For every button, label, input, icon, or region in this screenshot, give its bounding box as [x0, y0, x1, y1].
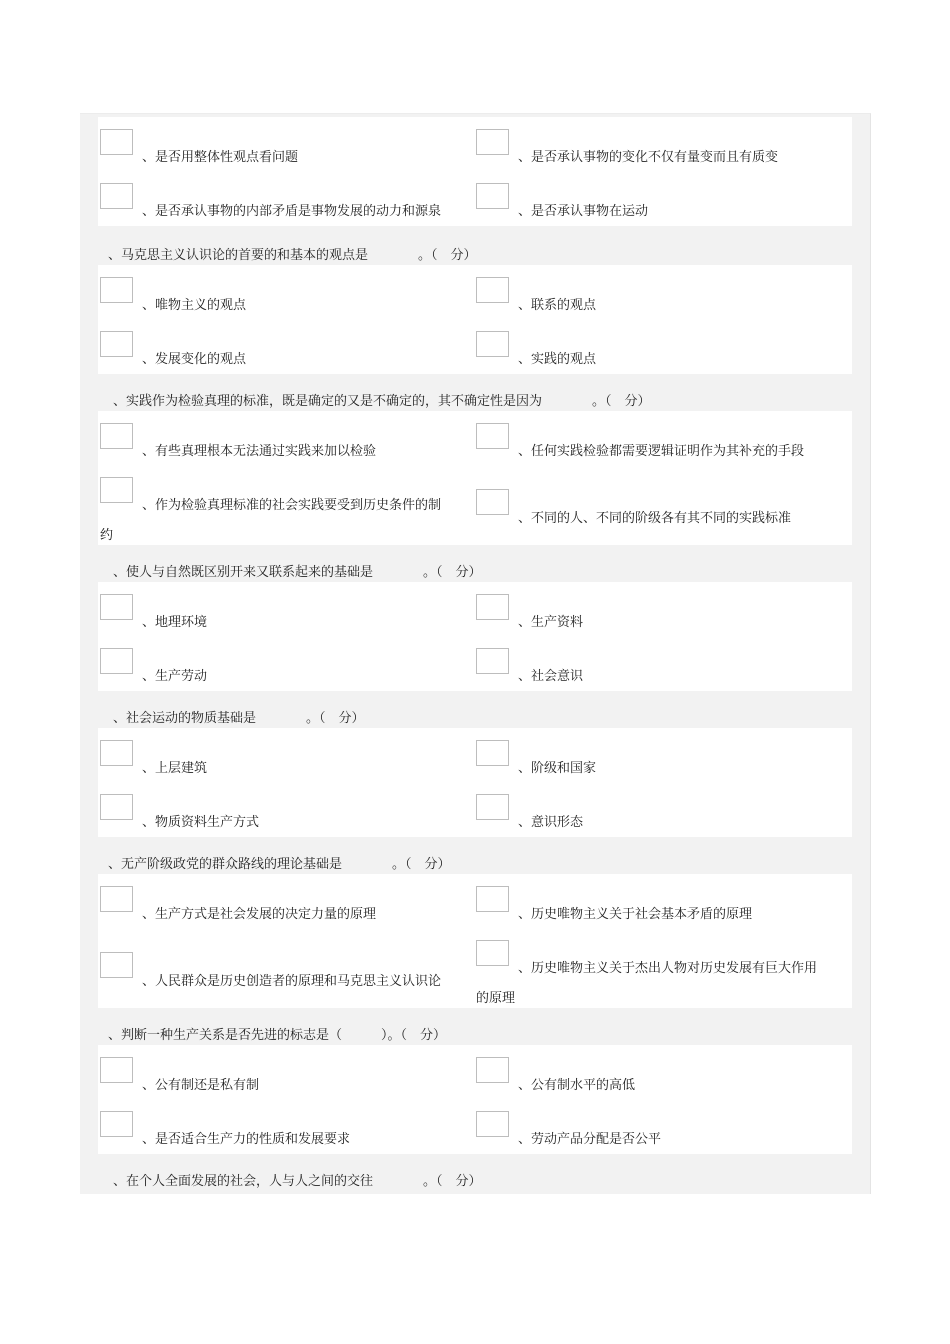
options-panel [98, 411, 852, 545]
option-label: 、地理环境 [142, 615, 208, 630]
option-checkbox[interactable] [100, 423, 133, 449]
question-score: 。（ 分） [418, 248, 477, 263]
option-label: 、人民群众是历史创造者的原理和马克思主义认识论 [142, 974, 442, 989]
option-checkbox[interactable] [100, 277, 133, 303]
option-checkbox[interactable] [476, 594, 509, 620]
option-checkbox[interactable] [476, 277, 509, 303]
option-checkbox[interactable] [476, 940, 509, 966]
options-panel [98, 265, 852, 374]
option-checkbox[interactable] [100, 594, 133, 620]
option-label: 、任何实践检验都需要逻辑证明作为其补充的手段 [518, 444, 805, 459]
option-label: 、唯物主义的观点 [142, 298, 247, 313]
question-text: 、社会运动的物质基础是 [113, 711, 257, 726]
option-checkbox[interactable] [476, 740, 509, 766]
option-checkbox[interactable] [476, 489, 509, 515]
option-label: 、作为检验真理标准的社会实践要受到历史条件的制 [142, 498, 442, 513]
option-label: 、意识形态 [518, 815, 584, 830]
question-score: 。（ 分） [423, 565, 482, 580]
option-label: 、生产方式是社会发展的决定力量的原理 [142, 907, 377, 922]
option-label: 、生产资料 [518, 615, 584, 630]
option-label: 、阶级和国家 [518, 761, 597, 776]
options-panel [98, 1045, 852, 1154]
option-label: 、不同的人、不同的阶级各有其不同的实践标准 [518, 511, 792, 526]
question-title [113, 1170, 482, 1189]
option-checkbox[interactable] [476, 794, 509, 820]
question-title [108, 1024, 446, 1043]
option-label: 、有些真理根本无法通过实践来加以检验 [142, 444, 377, 459]
option-label: 、是否适合生产力的性质和发展要求 [142, 1132, 351, 1147]
option-checkbox[interactable] [100, 1111, 133, 1137]
question-title [113, 390, 651, 409]
question-text: 、无产阶级政党的群众路线的理论基础是 [108, 857, 343, 872]
question-score: 。（ 分） [392, 857, 451, 872]
question-text: 、在个人全面发展的社会，人与人之间的交往 [113, 1174, 374, 1189]
option-label: 、社会意识 [518, 669, 584, 684]
option-label: 、历史唯物主义关于杰出人物对历史发展有巨大作用 [518, 961, 818, 976]
option-label: 、是否承认事物的内部矛盾是事物发展的动力和源泉 [142, 204, 442, 219]
option-label: 、发展变化的观点 [142, 352, 247, 367]
question-text: 、判断一种生产关系是否先进的标志是（ ） [108, 1028, 388, 1043]
options-panel [98, 874, 852, 1008]
exam-sheet [80, 113, 871, 1194]
option-checkbox[interactable] [100, 952, 133, 978]
question-score: 。（ 分） [387, 1028, 447, 1043]
option-label: 、生产劳动 [142, 669, 208, 684]
option-checkbox[interactable] [100, 477, 133, 503]
option-checkbox[interactable] [100, 740, 133, 766]
option-label: 、物质资料生产方式 [142, 815, 260, 830]
options-panel [98, 728, 852, 837]
option-checkbox[interactable] [100, 794, 133, 820]
option-checkbox[interactable] [476, 648, 509, 674]
question-score: 。（ 分） [423, 1174, 482, 1189]
option-checkbox[interactable] [476, 1111, 509, 1137]
question-text: 、马克思主义认识论的首要的和基本的观点是 [108, 248, 369, 263]
option-label: 、劳动产品分配是否公平 [518, 1132, 662, 1147]
option-checkbox[interactable] [100, 129, 133, 155]
question-text: 、使人与自然既区别开来又联系起来的基础是 [113, 565, 374, 580]
question-title [108, 853, 451, 872]
option-checkbox[interactable] [476, 1057, 509, 1083]
option-checkbox[interactable] [476, 331, 509, 357]
question-title [113, 561, 482, 580]
option-label: 、公有制还是私有制 [142, 1078, 260, 1093]
question-title [108, 244, 477, 263]
question-score: 。（ 分） [306, 711, 365, 726]
option-label-wrap: 的原理 [476, 991, 516, 1006]
option-label: 、联系的观点 [518, 298, 597, 313]
option-checkbox[interactable] [100, 331, 133, 357]
options-panel [98, 117, 852, 226]
question-text: 、实践作为检验真理的标准，既是确定的又是不确定的，其不确定性是因为 [113, 394, 543, 409]
option-checkbox[interactable] [476, 886, 509, 912]
options-panel [98, 582, 852, 691]
option-label: 、历史唯物主义关于社会基本矛盾的原理 [518, 907, 753, 922]
option-checkbox[interactable] [100, 183, 133, 209]
option-label: 、实践的观点 [518, 352, 597, 367]
question-title [113, 707, 365, 726]
option-label-wrap: 约 [100, 528, 114, 543]
option-label: 、公有制水平的高低 [518, 1078, 636, 1093]
option-checkbox[interactable] [476, 183, 509, 209]
option-checkbox[interactable] [476, 423, 509, 449]
option-checkbox[interactable] [100, 1057, 133, 1083]
option-checkbox[interactable] [476, 129, 509, 155]
question-score: 。（ 分） [592, 394, 651, 409]
option-checkbox[interactable] [100, 648, 133, 674]
option-label: 、上层建筑 [142, 761, 208, 776]
option-label: 、是否用整体性观点看问题 [142, 150, 299, 165]
option-checkbox[interactable] [100, 886, 133, 912]
option-label: 、是否承认事物在运动 [518, 204, 649, 219]
option-label: 、是否承认事物的变化不仅有量变而且有质变 [518, 150, 779, 165]
